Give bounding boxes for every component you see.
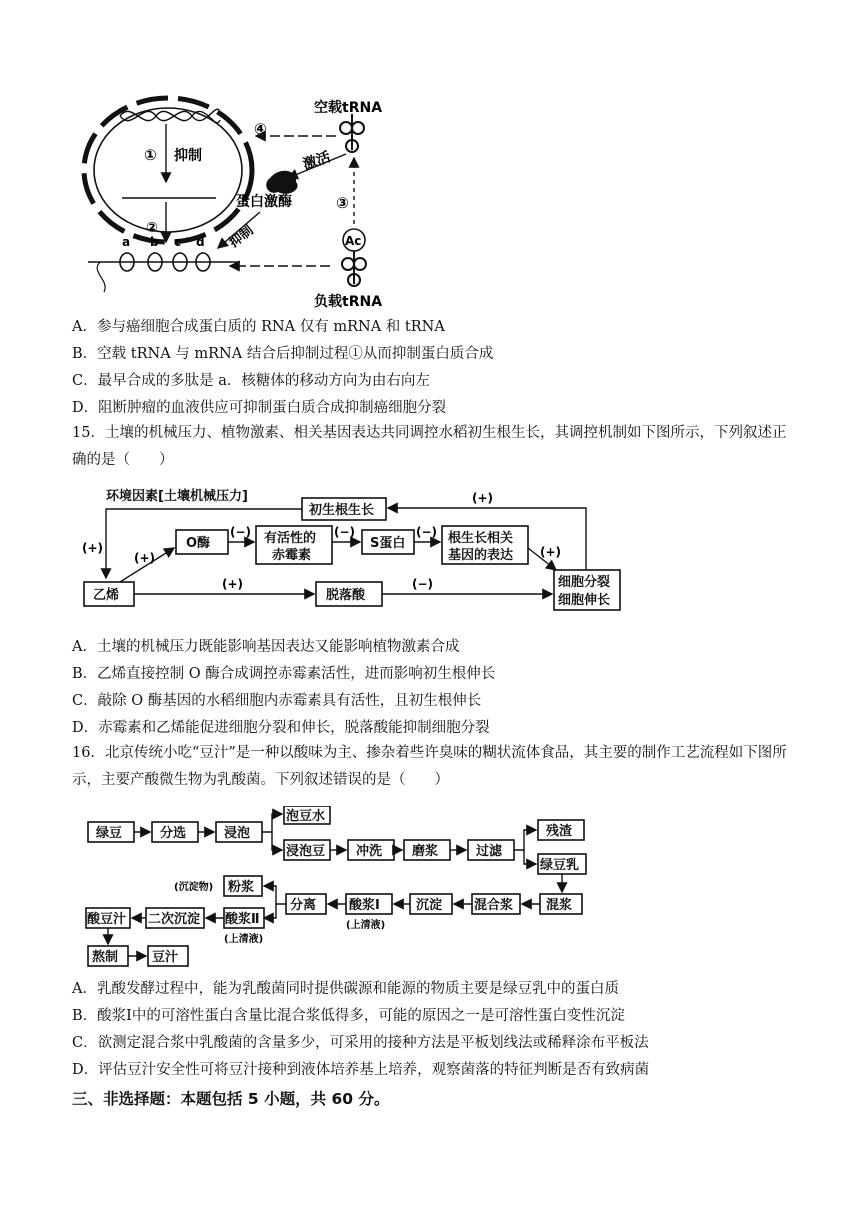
letter-d: d: [196, 235, 205, 249]
q16-mixed-slurry: 混合浆: [474, 898, 514, 913]
q15-option-d: D．赤霉素和乙烯能促进细胞分裂和伸长，脱落酸能抑制细胞分裂: [72, 720, 490, 736]
q16-boiling: 熬制: [92, 950, 119, 965]
q16-mixing: 混浆: [546, 898, 573, 913]
q15-o-enzyme: O酶: [186, 536, 211, 551]
q16-washing: 冲洗: [356, 844, 383, 859]
q14-inhibit2: 抑制: [226, 223, 257, 251]
q15-genes-1: 根生长相关: [448, 531, 514, 546]
q16-mung-bean: 绿豆: [96, 826, 123, 841]
q15-plus-eth-o: (+): [134, 551, 156, 565]
q16-sour-juice: 酸豆汁: [87, 912, 127, 927]
q16-second-settling: 二次沉淀: [148, 912, 201, 927]
q15-primary-root: 初生根生长: [309, 503, 375, 518]
q14-num1: ①: [144, 146, 157, 164]
q16-option-a: A．乳酸发酵过程中，能为乳酸菌同时提供碳源和能源的物质主要是绿豆乳中的蛋白质: [72, 981, 619, 997]
q15-minus-1: (−): [230, 525, 252, 539]
q15-plus-top: (+): [472, 491, 494, 505]
q15-s-protein: S蛋白: [370, 536, 406, 551]
q15-cell-2: 细胞伸长: [558, 593, 611, 608]
q16-supernatant1: (上清液): [346, 920, 386, 931]
q16-soak-water: 泡豆水: [286, 809, 326, 824]
kinase-icon: [266, 171, 297, 194]
q16-supernatant2: (上清液): [224, 934, 264, 945]
q15-figure: [76, 482, 656, 616]
q14-figure: [70, 84, 410, 312]
q14-option-c: C．最早合成的多肽是 a．核糖体的移动方向为由右向左: [72, 373, 430, 389]
q16-soaking: 浸泡: [224, 826, 251, 841]
label-empty-trna: 空载tRNA: [314, 100, 383, 116]
q14-num3: ③: [336, 194, 349, 212]
q15-option-c: C．敲除 O 酶基因的水稻细胞内赤霉素具有活性，且初生根伸长: [72, 693, 482, 709]
q16-soaked-bean: 浸泡豆: [286, 844, 326, 859]
q15-plus-left: (+): [82, 541, 104, 555]
letter-c: c: [174, 235, 182, 249]
q15-env: 环境因素[土壤机械压力]: [106, 489, 248, 504]
q15-minus-3: (−): [416, 525, 438, 539]
ac-label: Ac: [345, 234, 362, 248]
polypeptide-tail: [97, 262, 105, 292]
q15-minus-aba: (−): [412, 577, 434, 591]
q16-stem: 16．北京传统小吃“豆汁”是一种以酸味为主、掺杂着些许臭味的糊状流体食品，其主要的制作工艺流程如下图所示，主要产酸微生物为乳酸菌。下列叙述错误的是（ ）: [72, 745, 787, 788]
q15-ethylene: 乙烯: [93, 588, 120, 603]
q16-settling: 沉淀: [416, 898, 443, 913]
q15-ga-2: 赤霉素: [272, 548, 312, 563]
q16-sorting: 分选: [160, 826, 187, 841]
label-loaded-trna: 负载tRNA: [314, 294, 383, 310]
q15-aba: 脱落酸: [326, 588, 366, 603]
q15-option-a: A．土壤的机械压力既能影响基因表达又能影响植物激素合成: [72, 639, 460, 655]
q15-genes-2: 基因的表达: [448, 548, 514, 563]
q15-minus-2: (−): [334, 525, 356, 539]
q16-bean-milk: 绿豆乳: [540, 858, 580, 873]
empty-trna-icon: [340, 114, 364, 152]
label-activate: 激活: [301, 149, 333, 174]
letter-a: a: [122, 235, 131, 249]
q16-option-b: B．酸浆I中的可溶性蛋白含量比混合浆低得多，可能的原因之一是可溶性蛋白变性沉淀: [72, 1008, 625, 1024]
q16-separation: 分离: [290, 898, 317, 913]
q16-option-c: C．欲测定混合浆中乳酸菌的含量多少，可采用的接种方法是平板划线法或稀释涂布平板法: [72, 1035, 649, 1051]
q14-option-d: D．阻断肿瘤的血液供应可抑制蛋白质合成抑制癌细胞分裂: [72, 400, 447, 416]
loaded-trna-icon: [342, 251, 366, 286]
q16-residue: 残渣: [546, 824, 573, 839]
q15-stem: 15．土壤的机械压力、植物激素、相关基因表达共同调控水稻初生根生长，其调控机制如下图所示，下列叙述正确的是（ ）: [72, 425, 787, 468]
q16-sediment: (沉淀物): [174, 882, 214, 893]
q14-option-a: A．参与癌细胞合成蛋白质的 RNA 仅有 mRNA 和 tRNA: [72, 319, 445, 335]
q15-ga-1: 有活性的: [264, 531, 317, 546]
q16-figure: [82, 806, 602, 972]
q14-num2: ②: [146, 220, 158, 236]
section-3-heading: 三、非选择题：本题包括 5 小题，共 60 分。: [72, 1090, 390, 1108]
q14-inhibit1: 抑制: [174, 148, 202, 164]
q16-filtering: 过滤: [476, 844, 503, 859]
letter-b: b: [150, 235, 159, 249]
q16-option-d: D．评估豆汁安全性可将豆汁接种到液体培养基上培养，观察菌落的特征判断是否有致病菌: [72, 1062, 650, 1078]
q15-option-b: B．乙烯直接控制 O 酶合成调控赤霉素活性，进而影响初生根伸长: [72, 666, 496, 682]
q16-sour2: 酸浆Ⅱ: [225, 912, 260, 927]
q16-grinding: 磨浆: [412, 844, 439, 859]
q15-cell-1: 细胞分裂: [558, 575, 611, 590]
q14-option-b: B．空载 tRNA 与 mRNA 结合后抑制过程①从而抑制蛋白质合成: [72, 346, 494, 362]
q15-plus-eth-aba: (+): [222, 577, 244, 591]
nucleus-inner: [94, 108, 242, 232]
q15-plus-genes: (+): [540, 545, 562, 559]
q14-num4: ④: [254, 120, 267, 138]
q16-douzhi: 豆汁: [152, 950, 179, 965]
label-kinase: 蛋白激酶: [236, 194, 292, 210]
q16-sour1: 酸浆Ⅰ: [349, 898, 380, 913]
q16-starch: 粉浆: [228, 880, 255, 895]
